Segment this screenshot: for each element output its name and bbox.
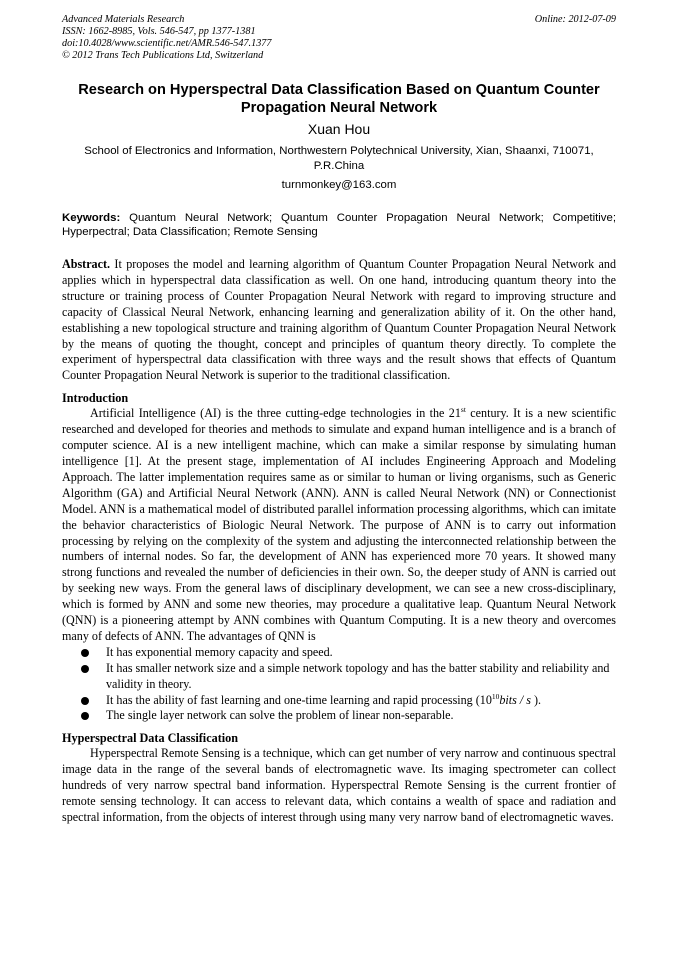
author-name: Xuan Hou: [307, 121, 371, 137]
journal-header: [62, 14, 616, 62]
list-item: [62, 708, 616, 724]
abstract-text: It proposes the model and learning algorithm of Quantum Counter Propagation Neural Network and applies which in hyperspectral data classification as well. On one hand, introducing quantum theory into the structure or training process of Counter Propagation Neural Network with regard to improving structure and capacity of Classical Neural Network, enhancing learning and generalization ability of it. On the other hand, establishing a new topological structure and training algorithm of Quantum Counter Propagation Neural Network by the means of quoting the thought, concept and principles of quantum theory directly. To complete the experiment of hyperspectral data classification with three ways and the result shows that effects of Quantum Counter Propagation Neural Network is superior to the traditional classification.: [62, 257, 617, 383]
advantages-list: [62, 645, 616, 725]
journal-name: Advanced Materials Research: [62, 14, 185, 25]
bullet-icon: [81, 665, 89, 673]
author-affiliation: School of Electronics and Information, Northwestern Polytechnical University, Xian, Shaanxi, 710071, P.R.China: [84, 145, 594, 172]
exponent: 10: [491, 691, 500, 701]
intro-text-start: Artificial Intelligence (AI) is the three cutting-edge technologies in the 21: [90, 406, 461, 421]
keywords: [62, 211, 616, 239]
hyperspectral-paragraph: Hyperspectral Remote Sensing is a technique, which can get number of very narrow and continuous spectral image data in the range of the several bands of electromagnetic wave. Its imaging spectrometer can collect hundreds of very narrow spectral band information. Hyperspectral Remote Sensing is the current frontier of remote sensing technology. It can access to relevant data, which contains a wealth of space and radiation and spectral information, from the objects of interest through using many very narrow band of electromagnetic waves.: [62, 746, 616, 824]
unit-math: bits / s: [499, 692, 531, 707]
list-item-text-end: ).: [530, 692, 542, 707]
author-email[interactable]: turnmonkey@163.com: [281, 179, 397, 191]
introduction-paragraph: [62, 406, 616, 645]
abstract: [62, 257, 616, 384]
copyright-line: © 2012 Trans Tech Publications Ltd, Switzerland: [62, 50, 264, 61]
bullet-icon: [81, 649, 89, 657]
intro-superscript: st: [460, 405, 466, 415]
bullet-icon: [81, 712, 89, 720]
keywords-label: Keywords:: [62, 212, 121, 224]
list-item: [62, 661, 616, 693]
section-heading-hyperspectral: Hyperspectral Data Classification: [62, 731, 239, 746]
list-item-text: It has the ability of fast learning and one-time learning and rapid processing (10: [106, 692, 492, 707]
list-item-text: It has smaller network size and a simple network topology and has the batter stability and reliability and validity in theory.: [106, 660, 610, 691]
online-date: Online: 2012-07-09: [534, 14, 616, 25]
intro-text-rest: century. It is a new scientific researched and developed for theories and methods to simulate and expand human intelligence and is a branch of computer science. AI is a new intelligent machine, which can make a similar response by simulating human intelligence [1]. At the present stage, implementation of AI includes Engineering Approach and Modeling Approach. The latter implementation requires same as or similar to human or living organisms, such as Generic Algorithm (GA) and Artificial Neural Network (ANN). ANN is called Neural Network (NN) or Connectionist Model. ANN is a mathematical model of distributed parallel information processing algorithms, which can imitate the behavior characteristics of Biologic Neural Network. The purpose of ANN is to carry out information processing by relying on the complexity of the system and adjusting the interconnected relationship between the numbers of internal nodes. So far, the development of ANN has experienced more 70 years. It showed many strong functions and revealed the number of deficiencies in their own. So, the deeper study of ANN is carried out by seeking new ways. From the general laws of disciplinary development, we can see a new cross-disciplinary, which is formed by ANN and some new theories, may procedure a qualitative leap. Quantum Neural Network (QNN) is a pioneering attempt by ANN combines with Quantum Computing. It is a new theory and overcomes many of defects of ANN. The advantages of QNN is: [62, 406, 617, 643]
list-item-text: It has exponential memory capacity and speed.: [106, 644, 333, 659]
paper-title: Research on Hyperspectral Data Classification Based on Quantum Counter Propagation Neural Network: [78, 82, 600, 116]
list-item-text: The single layer network can solve the problem of linear non-separable.: [106, 708, 454, 723]
doi-link[interactable]: doi:10.4028/www.scientific.net/AMR.546-547.1377: [62, 38, 272, 49]
issn-line: ISSN: 1662-8985, Vols. 546-547, pp 1377-1381: [62, 26, 256, 37]
abstract-label: Abstract.: [62, 257, 111, 271]
section-heading-introduction: Introduction: [62, 391, 129, 406]
bullet-icon: [81, 697, 89, 705]
list-item: [62, 645, 616, 661]
keywords-text: Quantum Neural Network; Quantum Counter Propagation Neural Network; Competitive; Hyperpectral; Data Classification; Remote Sensing: [62, 212, 616, 238]
list-item: [62, 693, 616, 709]
